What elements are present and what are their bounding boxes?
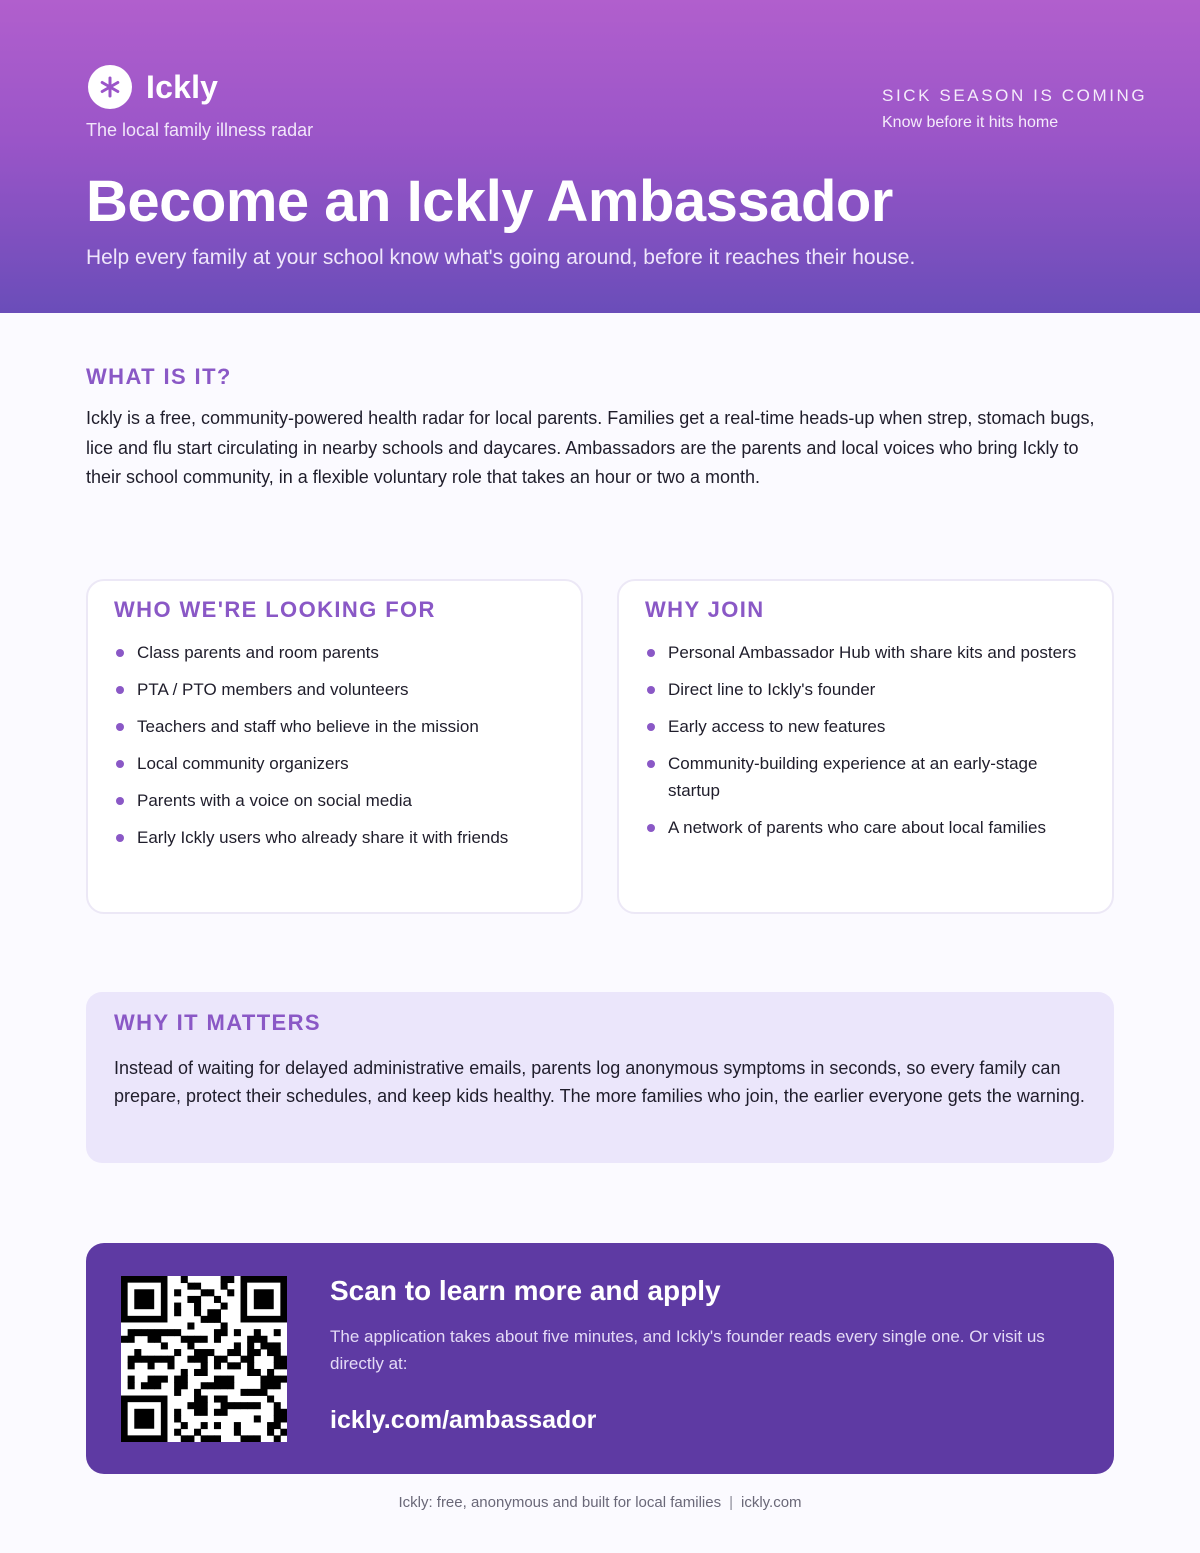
what-heading: WHAT IS IT? — [86, 364, 232, 389]
list-item: Direct line to Ickly's founder — [645, 676, 1086, 703]
why-it-matters-panel — [86, 992, 1114, 1163]
page-subtitle: Help every family at your school know what's going around, before it reaches their house. — [86, 246, 916, 269]
list-item: Teachers and staff who believe in the mission — [114, 713, 555, 740]
page-title: Become an Ickly Ambassador — [86, 169, 893, 234]
eyebrow-sublabel: Know before it hits home — [882, 114, 1059, 131]
footer — [0, 1494, 1200, 1511]
what-body: Ickly is a free, community-powered health radar for local parents. Families get a real-time heads-up when strep, stomach bugs, lice and flu start circulating in nearby schools and daycares. Ambassadors are the parents and local voices who bring Ickly to their school community, in a flexible voluntary role that takes an hour or two a month. — [86, 408, 1095, 487]
list-item: Community-building experience at an early-stage startup — [645, 750, 1086, 804]
looking-for-card — [86, 579, 583, 914]
header-banner — [0, 0, 1200, 313]
footer-text: Ickly: free, anonymous and built for local families — [398, 1494, 722, 1511]
footer-site-link[interactable]: ickly.com — [741, 1494, 802, 1511]
list-item: Parents with a voice on social media — [114, 787, 555, 814]
eyebrow-label: SICK SEASON IS COMING — [882, 86, 1148, 105]
list-item: Local community organizers — [114, 750, 555, 777]
matters-body: Instead of waiting for delayed administrative emails, parents log anonymous symptoms in seconds, so every family can prepare, protect their schedules, and keep kids healthy. The more families who join, the earlier everyone gets the warning. — [114, 1058, 1085, 1106]
why-join-list — [645, 639, 1086, 841]
tagline: The local family illness radar — [86, 120, 314, 140]
cta-title: Scan to learn more and apply — [330, 1275, 721, 1306]
matters-heading: WHY IT MATTERS — [114, 1010, 321, 1035]
list-item: PTA / PTO members and volunteers — [114, 676, 555, 703]
why-join-heading: WHY JOIN — [645, 597, 765, 622]
asterisk-icon — [88, 65, 132, 109]
list-item: Class parents and room parents — [114, 639, 555, 666]
looking-for-heading: WHO WE'RE LOOKING FOR — [114, 597, 436, 622]
ambassador-link[interactable]: ickly.com/ambassador — [330, 1406, 597, 1434]
list-item: Personal Ambassador Hub with share kits and posters — [645, 639, 1086, 666]
cta-panel — [86, 1243, 1114, 1474]
looking-for-list — [114, 639, 555, 851]
cta-body: The application takes about five minutes, and Ickly's founder reads every single one. Or visit us directly at: — [330, 1327, 1045, 1373]
qr-code-icon[interactable] — [121, 1276, 287, 1442]
what-section — [86, 364, 1116, 493]
why-join-card — [617, 579, 1114, 914]
list-item: Early Ickly users who already share it with friends — [114, 824, 555, 851]
brand-name: Ickly — [146, 68, 219, 105]
list-item: Early access to new features — [645, 713, 1086, 740]
footer-separator: | — [729, 1494, 733, 1511]
list-item: A network of parents who care about local families — [645, 814, 1086, 841]
brand-logo — [88, 65, 218, 109]
